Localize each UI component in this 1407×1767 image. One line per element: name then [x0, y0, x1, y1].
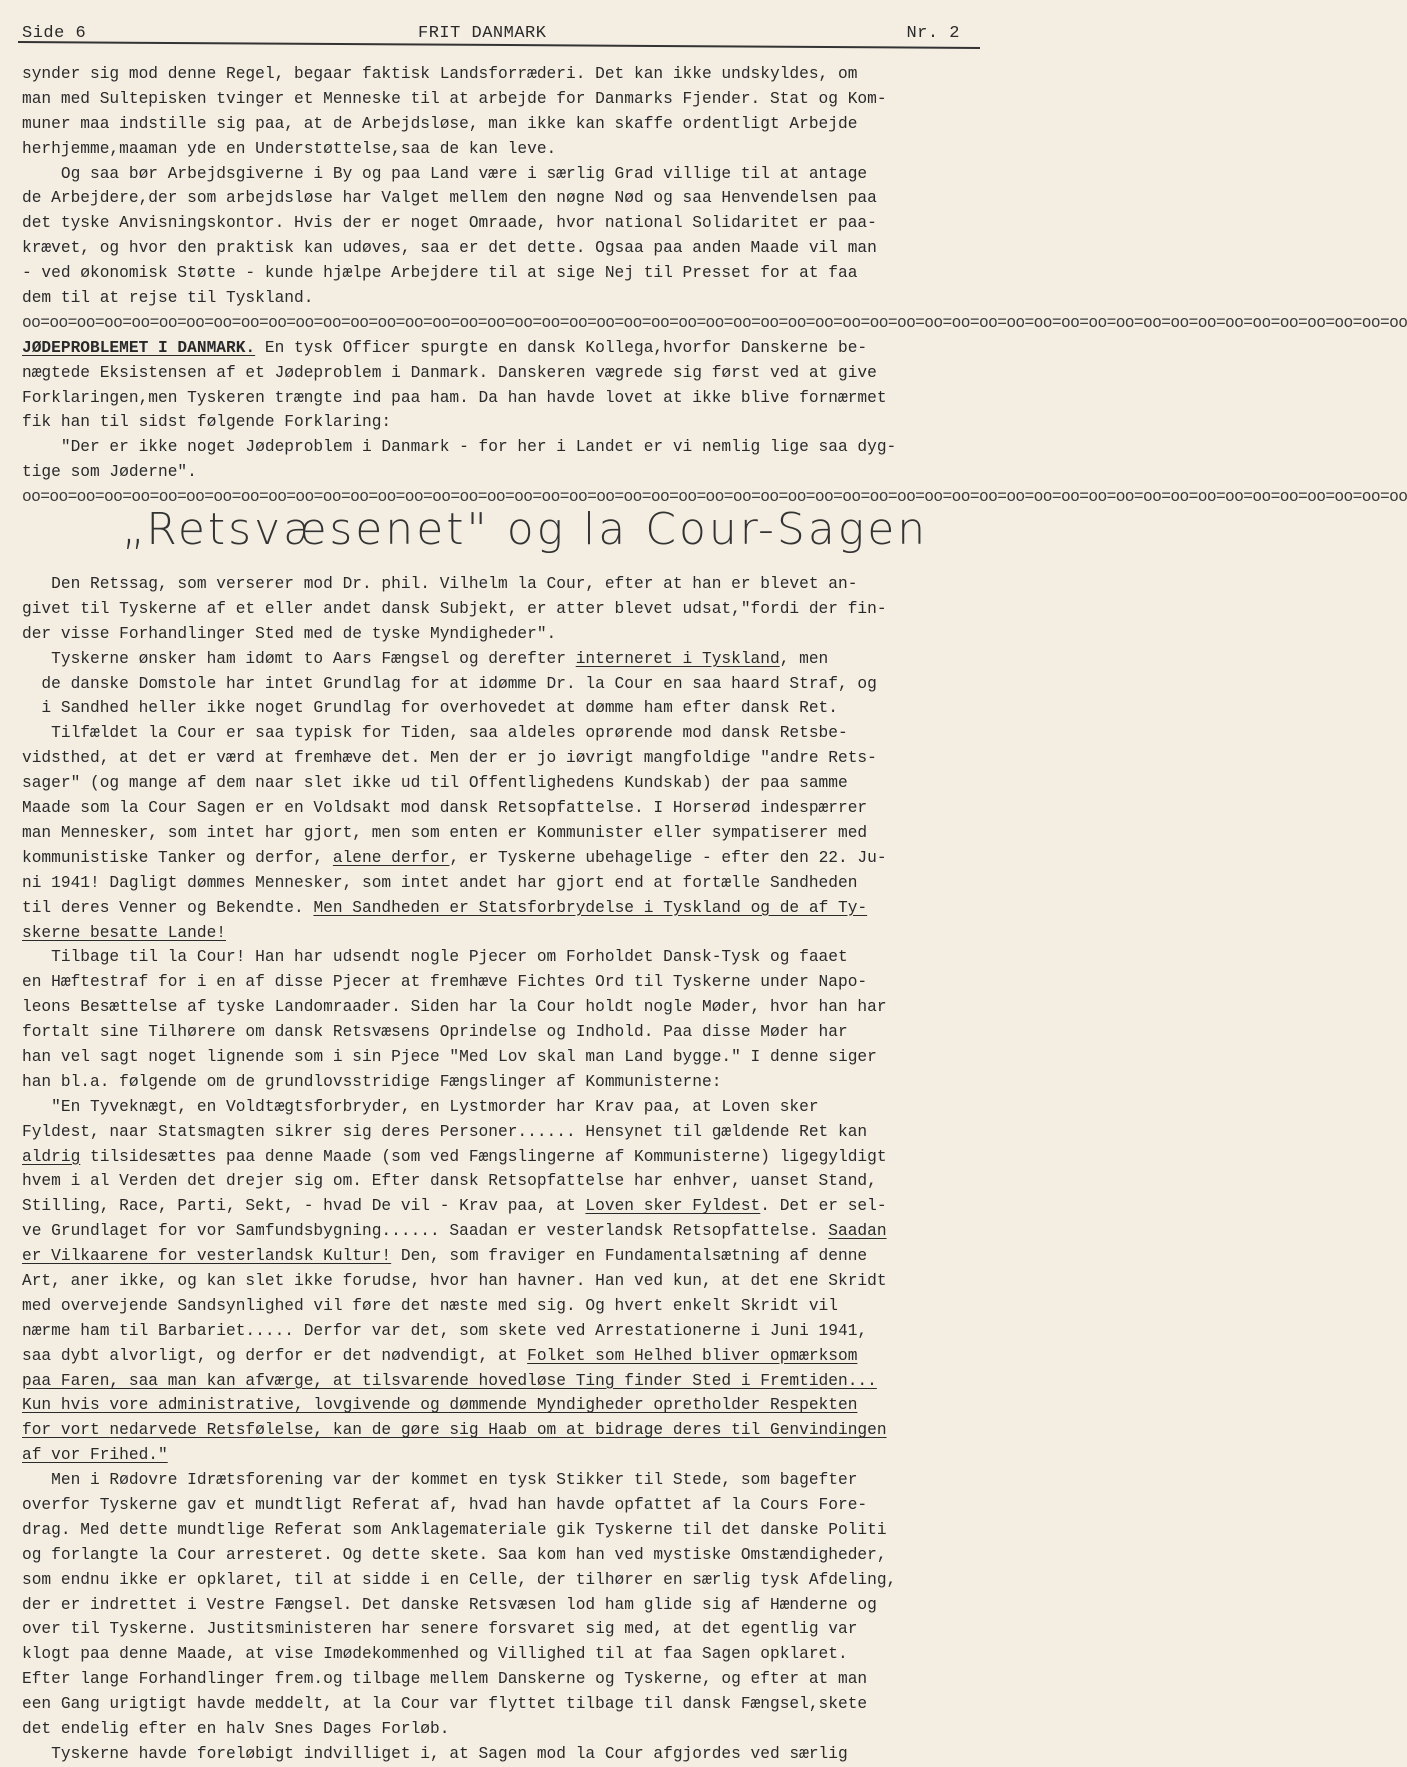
text-line: hvem i al Verden det drejer sig om. Efter dansk Retsopfattelse har enhver, uanset Stand,	[22, 1172, 877, 1191]
text-line: en Hæftestraf for i en af disse Pjecer at fremhæve Fichtes Ord til Tyskerne under Napo-	[22, 973, 868, 992]
text-line: det endelig efter en halv Snes Dages Forløb.	[22, 1720, 450, 1738]
article-first-line: En tysk Officer spurgte en dansk Kollega,hvorfor Danskerne be-	[255, 338, 868, 357]
text-line: Forklaringen,men Tyskeren trængte ind paa ham. Da han havde lovet at ikke blive fornærmet	[22, 388, 887, 407]
text-line: der er indrettet i Vestre Fængsel. Det danske Retsvæsen lod ham glide sig af Hænderne og	[22, 1595, 877, 1614]
text-line: tige som Jøderne".	[22, 463, 197, 482]
text-line	[22, 647, 972, 672]
article-heading-line	[22, 336, 972, 361]
text-line: - ved økonomisk Støtte - kunde hjælpe Arbejdere til at sige Nej til Presset for at faa	[22, 264, 858, 283]
article-heading: JØDEPROBLEMET I DANMARK.	[22, 338, 256, 357]
text-line: synder sig mod denne Regel, begaar faktisk Landsforræderi. Det kan ikke undskyldes, om	[22, 65, 858, 83]
text-line: Tilfældet la Cour er saa typisk for Tiden, saa aldeles oprørende mod dansk Retsbe-	[22, 724, 848, 743]
underlined-text: Kun hvis vore administrative, lovgivende og dømmende Myndigheder opretholder Respekten	[22, 1396, 858, 1415]
text-segment: ve Grundlaget for vor Samfundsbygning...... Saadan er vesterlandsk Retsopfattelse.	[22, 1222, 829, 1241]
underlined-text: Loven sker Fyldest	[585, 1197, 761, 1216]
text-line	[22, 1393, 972, 1418]
text-line: fortalt sine Tilhørere om dansk Retsvæsens Oprindelse og Indhold. Paa disse Møder har	[22, 1023, 848, 1042]
text-line: vidsthed, at det er værd at fremhæve det. Men der er jo iøvrigt mangfoldige "andre Rets-	[22, 749, 877, 768]
newspaper-title: FRIT DANMARK	[418, 24, 547, 43]
text-line: krævet, og hvor den praktisk kan udøves, saa er det dette. Ogsaa paa anden Maade vil man	[22, 239, 877, 258]
text-line: Den Retssag, som verserer mod Dr. phil. Vilhelm la Cour, efter at han er blevet an-	[22, 575, 858, 594]
underlined-text: skerne besatte Lande!	[22, 923, 226, 942]
text-line: over til Tyskerne. Justitsministeren har senere forsvaret sig med, at det egentlig var	[22, 1620, 858, 1639]
text-line	[22, 896, 972, 921]
underlined-text: interneret i Tyskland	[575, 649, 780, 668]
text-segment: , er Tyskerne ubehagelige - efter den 22. Ju-	[449, 848, 887, 867]
text-segment: , men	[779, 649, 829, 668]
text-segment: saa dybt alvorligt, og derfor er det nødvendigt, at	[22, 1346, 528, 1365]
text-segment: Den, som fraviger en Fundamentalsætning af denne	[391, 1247, 868, 1266]
text-line: dem til at rejse til Tyskland.	[22, 289, 314, 308]
text-line	[22, 1369, 972, 1394]
text-line: fik han til sidst følgende Forklaring:	[22, 413, 392, 432]
text-line: ni 1941! Dagligt dømmes Mennesker, som intet andet har gjort end at fortælle Sandheden	[22, 873, 858, 892]
underlined-text: paa Faren, saa man kan afværge, at tilsvarende hovedløse Ting finder Sted i Fremtiden...	[22, 1371, 877, 1390]
text-line	[22, 1443, 972, 1468]
text-line: Efter lange Forhandlinger frem.og tilbage mellem Danskerne og Tyskerne, og efter at man	[22, 1670, 868, 1689]
separator-line: oo=oo=oo=oo=oo=oo=oo=oo=oo=oo=oo=oo=oo=oo=oo=oo=oo=oo=oo=oo=oo=oo=oo=oo=oo=oo=oo=oo=oo=oo=oo=oo=oo=oo=oo=oo=oo=oo=oo=oo=oo=oo=oo=oo=oo=oo=oo=oo=oo=oo=oo	[22, 488, 1407, 507]
text-line: Maade som la Cour Sagen er en Voldsakt mod dansk Retsopfattelse. I Horserød indespærrer	[22, 799, 868, 818]
text-line: Tyskerne havde foreløbigt indvilliget i, at Sagen mod la Cour afgjordes ved særlig	[22, 1744, 848, 1763]
text-line: klogt paa denne Maade, at vise Imødekommenhed og Villighed til at faa Sagen opklaret.	[22, 1645, 848, 1664]
underlined-text: af vor Frihed."	[22, 1446, 168, 1465]
text-line: Art, aner ikke, og kan slet ikke forudse, hvor han havner. Han ved kun, at det ene Skridt	[22, 1271, 887, 1290]
text-line: nærme ham til Barbariet..... Derfor var det, som skete ved Arrestationerne i Juni 1941,	[22, 1321, 868, 1340]
underlined-text: for vort nedarvede Retsfølelse, kan de gøre sig Haab om at bidrage deres til Genvindingen	[22, 1421, 887, 1440]
article-la-cour	[22, 572, 972, 1767]
text-segment: tilsidesættes paa denne Maade (som ved Fængslingerne af Kommunisterne) ligegyldigt	[80, 1147, 887, 1166]
text-line: man med Sultepisken tvinger et Menneske til at arbejde for Danmarks Fjender. Stat og Kom-	[22, 89, 887, 108]
issue-number: Nr. 2	[906, 24, 960, 43]
text-line: Fyldest, naar Statsmagten sikrer sig deres Personer...... Hensynet til gældende Ret kan	[22, 1122, 868, 1141]
la-cour-headline	[22, 504, 972, 572]
text-segment: . Det er sel-	[760, 1197, 887, 1216]
separator-line: oo=oo=oo=oo=oo=oo=oo=oo=oo=oo=oo=oo=oo=oo=oo=oo=oo=oo=oo=oo=oo=oo=oo=oo=oo=oo=oo=oo=oo=oo=oo=oo=oo=oo=oo=oo=oo=oo=oo=oo=oo=oo=oo=oo=oo=oo=oo=oo=oo=oo=oo	[22, 313, 1407, 332]
underlined-text: aldrig	[22, 1147, 81, 1166]
text-line: det tyske Anvisningskontor. Hvis der er noget Omraade, hvor national Solidaritet er paa-	[22, 214, 877, 233]
text-line: der visse Forhandlinger Sted med de tyske Myndigheder".	[22, 624, 557, 643]
text-line: givet til Tyskerne af et eller andet dansk Subjekt, er atter blevet udsat,"fordi der fin-	[22, 599, 887, 618]
underlined-text: Men Sandheden er Statsforbrydelse i Tyskland og de af Ty-	[313, 898, 868, 917]
text-segment: til deres Venner og Bekendte.	[22, 898, 314, 917]
text-line: han vel sagt noget lignende som i sin Pjece "Med Lov skal man Land bygge." I denne siger	[22, 1047, 877, 1066]
text-line: een Gang urigtigt havde meddelt, at la Cour var flyttet tilbage til dansk Fængsel,skete	[22, 1695, 868, 1714]
text-segment: Stilling, Race, Parti, Sekt, - hvad De vil - Krav paa, at	[22, 1197, 586, 1216]
article-arbejdsloese	[22, 62, 972, 311]
text-line: herhjemme,maaman yde en Understøttelse,saa de kan leve.	[22, 139, 557, 158]
text-line	[22, 1219, 972, 1244]
text-line	[22, 1194, 972, 1219]
page-number: Side 6	[22, 24, 87, 43]
text-line: Og saa bør Arbejdsgiverne i By og paa Land være i særlig Grad villige til at antage	[22, 164, 868, 183]
underlined-text: Folket som Helhed bliver opmærksom	[527, 1346, 858, 1365]
page-body	[22, 62, 1407, 1767]
text-line: Tilbage til la Cour! Han har udsendt nogle Pjecer om Forholdet Dansk-Tysk og faaet	[22, 948, 848, 967]
text-line: muner maa indstille sig paa, at de Arbejdsløse, man ikke kan skaffe ordentligt Arbejde	[22, 114, 858, 133]
text-line: "Der er ikke noget Jødeproblem i Danmark - for her i Landet er vi nemlig lige saa dyg-	[22, 438, 897, 457]
text-line: overfor Tyskerne gav et mundtligt Referat af, hvad han havde opfattet af la Cours Fore-	[22, 1495, 868, 1514]
text-line: som endnu ikke er opklaret, til at sidde i en Celle, der tilhører en særlig tysk Afdeling,	[22, 1570, 897, 1589]
text-line	[22, 921, 972, 946]
text-line	[22, 846, 972, 871]
text-line: drag. Med dette mundtlige Referat som Anklagemateriale gik Tyskerne til det danske Politi	[22, 1520, 887, 1539]
underlined-text: Saadan	[828, 1222, 887, 1241]
underlined-text: er Vilkaarene for vesterlandsk Kultur!	[22, 1247, 392, 1266]
text-line: nægtede Eksistensen af et Jødeproblem i Danmark. Danskeren vægrede sig først ved at give	[22, 363, 877, 382]
text-line: "En Tyveknægt, en Voldtægtsforbryder, en Lystmorder har Krav paa, at Loven sker	[22, 1097, 819, 1116]
text-line	[22, 1344, 972, 1369]
text-segment: kommunistiske Tanker og derfor,	[22, 848, 333, 867]
underlined-text: alene derfor	[332, 848, 450, 867]
text-line: med overvejende Sandsynlighed vil føre det næste med sig. Og hvert enkelt Skridt vil	[22, 1296, 838, 1315]
text-line: i Sandhed heller ikke noget Grundlag for overhovedet at dømme ham efter dansk Ret.	[22, 699, 838, 718]
text-line: og forlangte la Cour arresteret. Og dette skete. Saa kom han ved mystiske Omstændigheder,	[22, 1545, 887, 1564]
text-line: man Mennesker, som intet har gjort, men som enten er Kommunister eller sympatiserer med	[22, 823, 868, 842]
text-line: Men i Rødovre Idrætsforening var der kommet en tysk Stikker til Stede, som bagefter	[22, 1471, 858, 1490]
article-joedeproblemet	[22, 361, 972, 485]
text-line: sager" (og mange af dem naar slet ikke ud til Offentlighedens Kundskab) der paa samme	[22, 774, 848, 793]
text-line	[22, 1145, 972, 1170]
text-line: de danske Domstole har intet Grundlag for at idømme Dr. la Cour en saa haard Straf, og	[22, 674, 877, 693]
text-line: de Arbejdere,der som arbejdsløse har Valget mellem den nøgne Nød og saa Henvendelsen paa	[22, 189, 877, 208]
text-segment: Tyskerne ønsker ham idømt to Aars Fængsel og derefter	[22, 649, 576, 668]
text-line: leons Besættelse af tyske Landomraader. Siden har la Cour holdt nogle Møder, hvor han har	[22, 998, 887, 1017]
headline-text: „Retsvæsenet" og la Cour-Sagen	[122, 504, 929, 556]
text-line	[22, 1418, 972, 1443]
text-line: han bl.a. følgende om de grundlovsstridige Fængslinger af Kommunisterne:	[22, 1072, 722, 1091]
text-line	[22, 1244, 972, 1269]
